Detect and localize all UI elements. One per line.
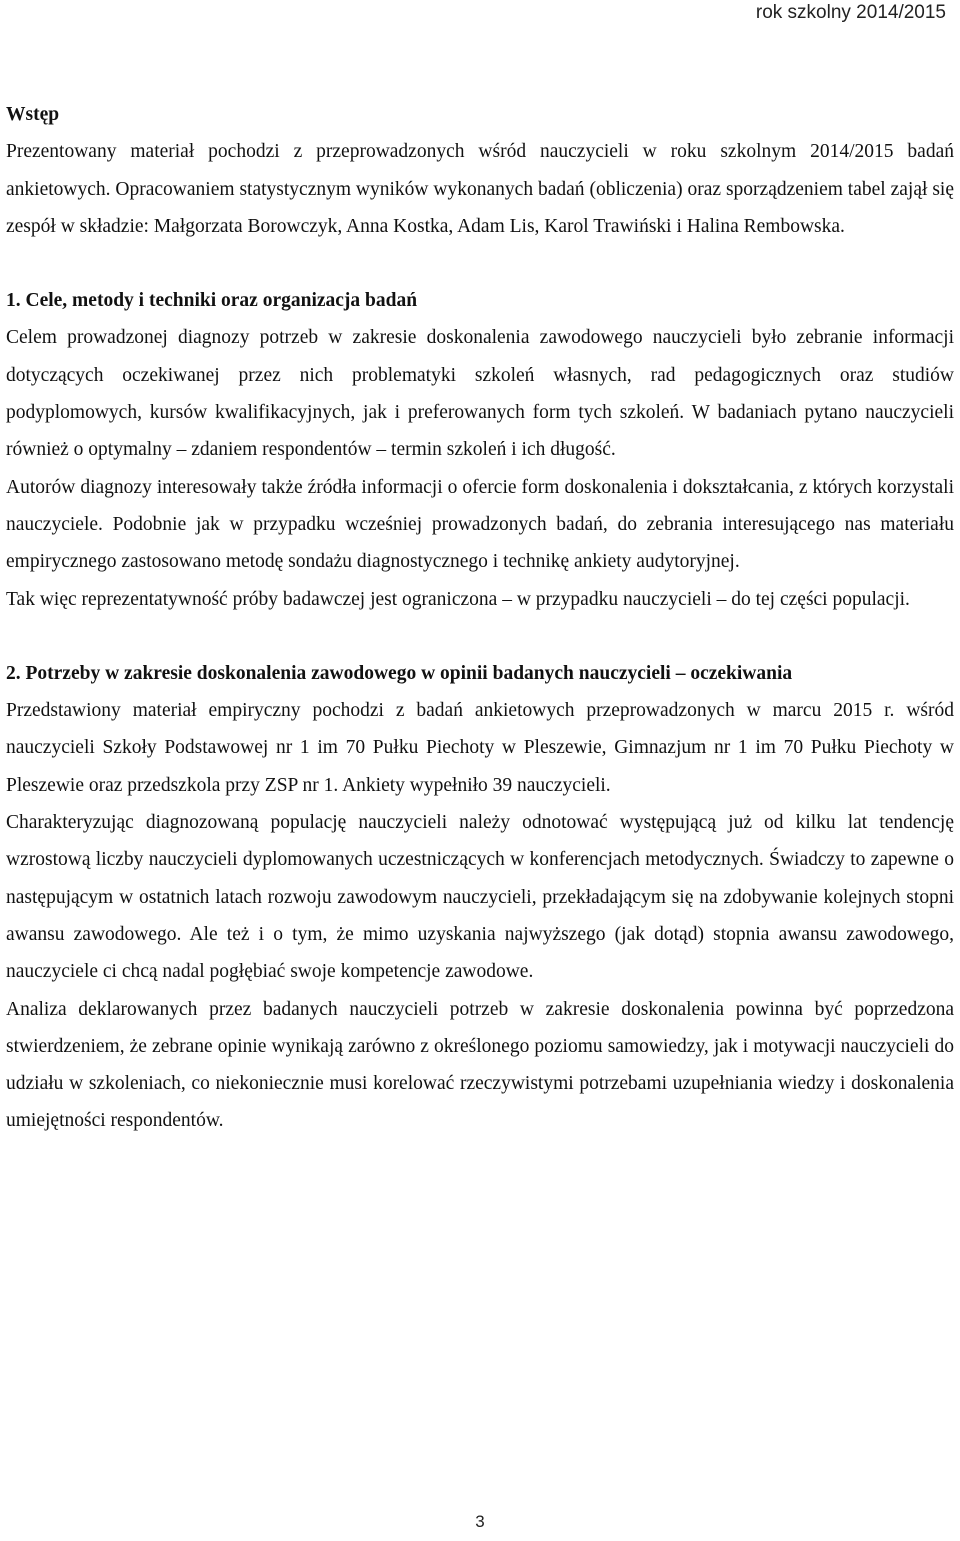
document-body	[6, 96, 954, 1140]
section1-heading: 1. Cele, metody i techniki oraz organizacja badań	[6, 290, 418, 312]
intro-heading: Wstęp	[6, 104, 60, 125]
header-school-year: rok szkolny 2014/2015	[755, 2, 946, 23]
page-number: 3	[475, 1512, 485, 1531]
section2-paragraph: Przedstawiony materiał empiryczny pochodzi z badań ankietowych przeprowadzonych w marcu 2015 r. wśród nauczycieli Szkoły Podstawowej nr 1 im 70 Pułku Piechoty w Pleszewie, Gimnazjum nr 1 im 70 Pułku Piechoty w Pleszewie oraz przedszkola przy ZSP nr 1. Ankiety wypełniło 39 nauczycieli.	[6, 700, 954, 796]
section2-heading: 2. Potrzeby w zakresie doskonalenia zawodowego w opinii badanych nauczycieli – oczekiwania	[6, 662, 793, 684]
section2-paragraph: Charakteryzując diagnozowaną populację nauczycieli należy odnotować występującą już od kilku lat tendencję wzrostową liczby nauczycieli dyplomowanych uczestniczących w konferencjach metodycznych. Świadczy to zapewne o następującym w ostatnich latach rozwoju zawodowym nauczycieli, przekładającym się na zdobywanie kolejnych stopni awansu zawodowego. Ale też i o tym, że mimo uzyskania najwyższego (jak dotąd) stopnia awansu zawodowego, nauczyciele ci chcą nadal pogłębiać swoje kompetencje zawodowe.	[6, 812, 954, 983]
section1-paragraph: Tak więc reprezentatywność próby badawczej jest ograniczona – w przypadku nauczycieli – do tej części populacji.	[6, 588, 910, 610]
section1-paragraph: Celem prowadzonej diagnozy potrzeb w zakresie doskonalenia zawodowego nauczycieli było zebranie informacji dotyczących oczekiwanej przez nich problematyki szkoleń własnych, rad pedagogicznych oraz studiów podyplomowych, kursów kwalifikacyjnych, jak i preferowanych form tych szkoleń. W badaniach pytano nauczycieli również o optymalny – zdaniem respondentów – termin szkoleń i ich długość.	[6, 327, 954, 461]
section-gap	[6, 245, 954, 282]
section2-paragraph: Analiza deklarowanych przez badanych nauczycieli potrzeb w zakresie doskonalenia powinna być poprzedzona stwierdzeniem, że zebrane opinie wynikają zarówno z określonego poziomu samowiedzy, jak i motywacji nauczycieli do udziału w szkoleniach, co niekoniecznie musi korelować rzeczywistymi potrzebami uzupełniania wiedzy i doskonalenia umiejętności respondentów.	[6, 998, 954, 1132]
section1-paragraph: Autorów diagnozy interesowały także źródła informacji o ofercie form doskonalenia i dokształcania, z których korzystali nauczyciele. Podobnie jak w przypadku wcześniej prowadzonych badań, do zebrania interesującego nas materiału empirycznego zastosowano metodę sondażu diagnostycznego i technikę ankiety audytoryjnej.	[6, 476, 954, 573]
section-gap	[6, 618, 954, 655]
intro-paragraph: Prezentowany materiał pochodzi z przeprowadzonych wśród nauczycieli w roku szkolnym 2014/2015 badań ankietowych. Opracowaniem statystycznym wyników wykonanych badań (obliczenia) oraz sporządzeniem tabel zajął się zespół w składzie: Małgorzata Borowczyk, Anna Kostka, Adam Lis, Karol Trawiński i Halina Rembowska.	[6, 141, 954, 237]
